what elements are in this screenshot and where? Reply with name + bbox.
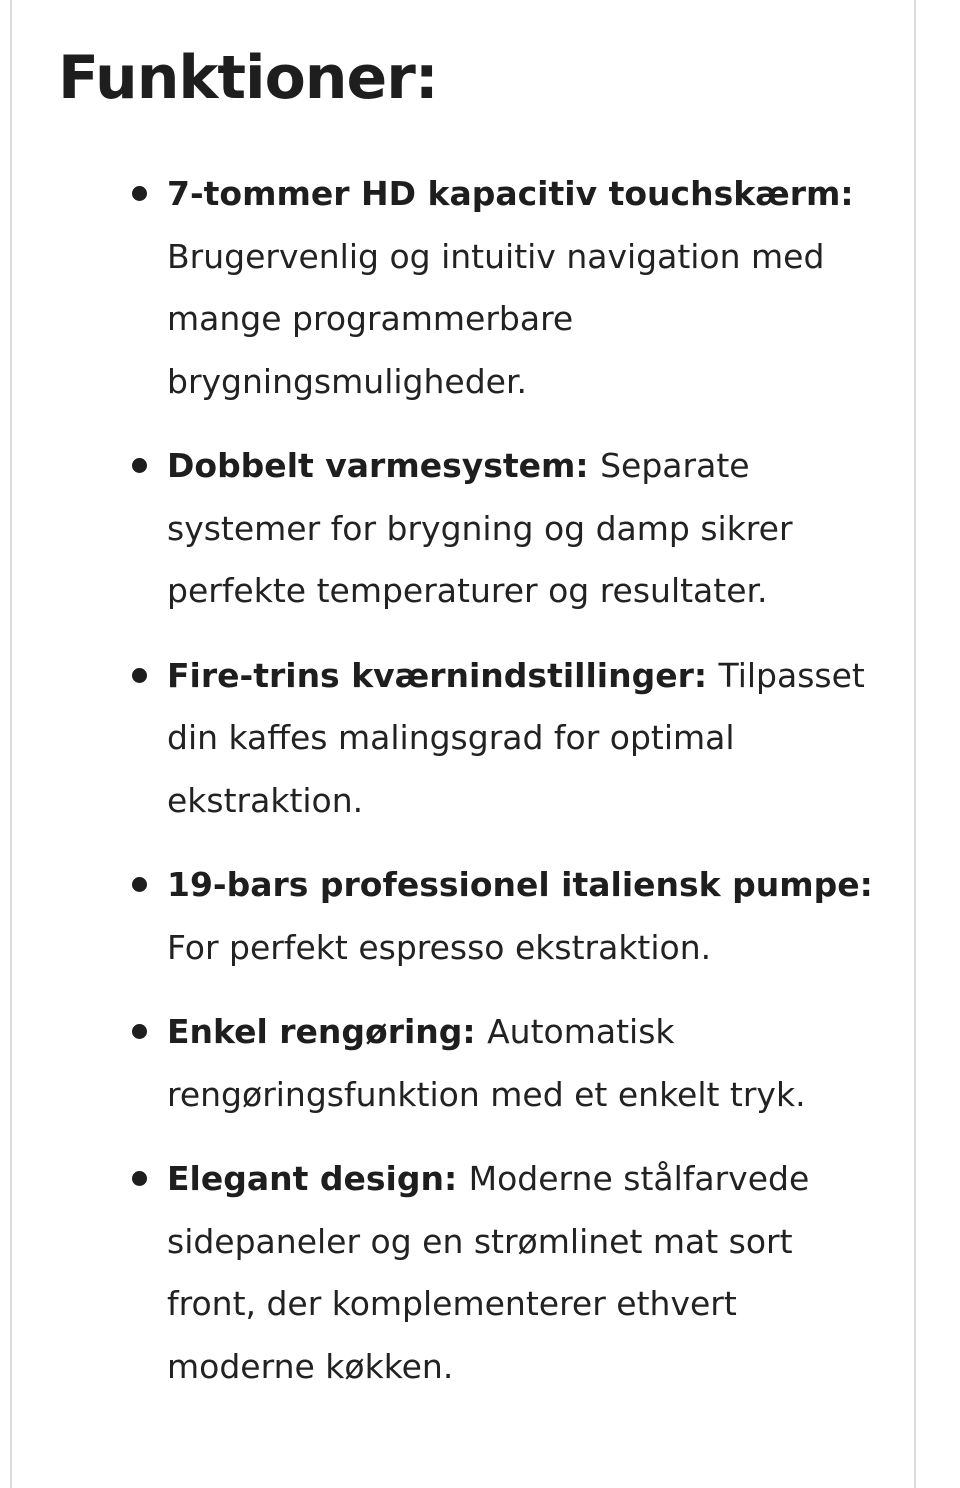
bullet-icon	[132, 1024, 147, 1039]
list-item	[12, 163, 914, 413]
list-item	[12, 645, 914, 833]
list-item	[12, 435, 914, 623]
feature-description: Brugervenlig og intuitiv navigation med mange programmerbare brygningsmuligheder.	[167, 236, 825, 401]
list-item	[12, 1148, 914, 1398]
feature-title: Elegant design:	[167, 1159, 469, 1198]
feature-title: Dobbelt varmesystem:	[167, 446, 601, 485]
feature-description: Automatisk rengøringsfunktion med et enkelt tryk.	[167, 1012, 806, 1114]
feature-description: Moderne stålfarvede sidepaneler og en strømlinet mat sort front, der komplementerer ethvert moderne køkken.	[167, 1159, 810, 1386]
bullet-icon	[132, 1171, 147, 1186]
feature-title: 19-bars professionel italiensk pumpe:	[167, 865, 873, 904]
feature-description: Tilpasset din kaffes malingsgrad for optimal ekstraktion.	[167, 655, 865, 820]
feature-title: 7-tommer HD kapacitiv touchskærm:	[167, 174, 854, 213]
bullet-icon	[132, 668, 147, 683]
features-list	[12, 163, 914, 1420]
section-heading: Funktioner:	[58, 43, 438, 113]
bullet-icon	[132, 877, 147, 892]
list-item	[12, 854, 914, 979]
feature-title: Fire-trins kværnindstillinger:	[167, 655, 719, 695]
list-item	[12, 1001, 914, 1126]
feature-description: For perfekt espresso ekstraktion.	[167, 927, 712, 967]
content-panel	[10, 0, 916, 1488]
feature-description: Separate systemer for brygning og damp sikrer perfekte temperaturer og resultater.	[167, 446, 793, 610]
bullet-icon	[132, 458, 147, 473]
bullet-icon	[132, 186, 147, 201]
feature-title: Enkel rengøring:	[167, 1012, 488, 1051]
